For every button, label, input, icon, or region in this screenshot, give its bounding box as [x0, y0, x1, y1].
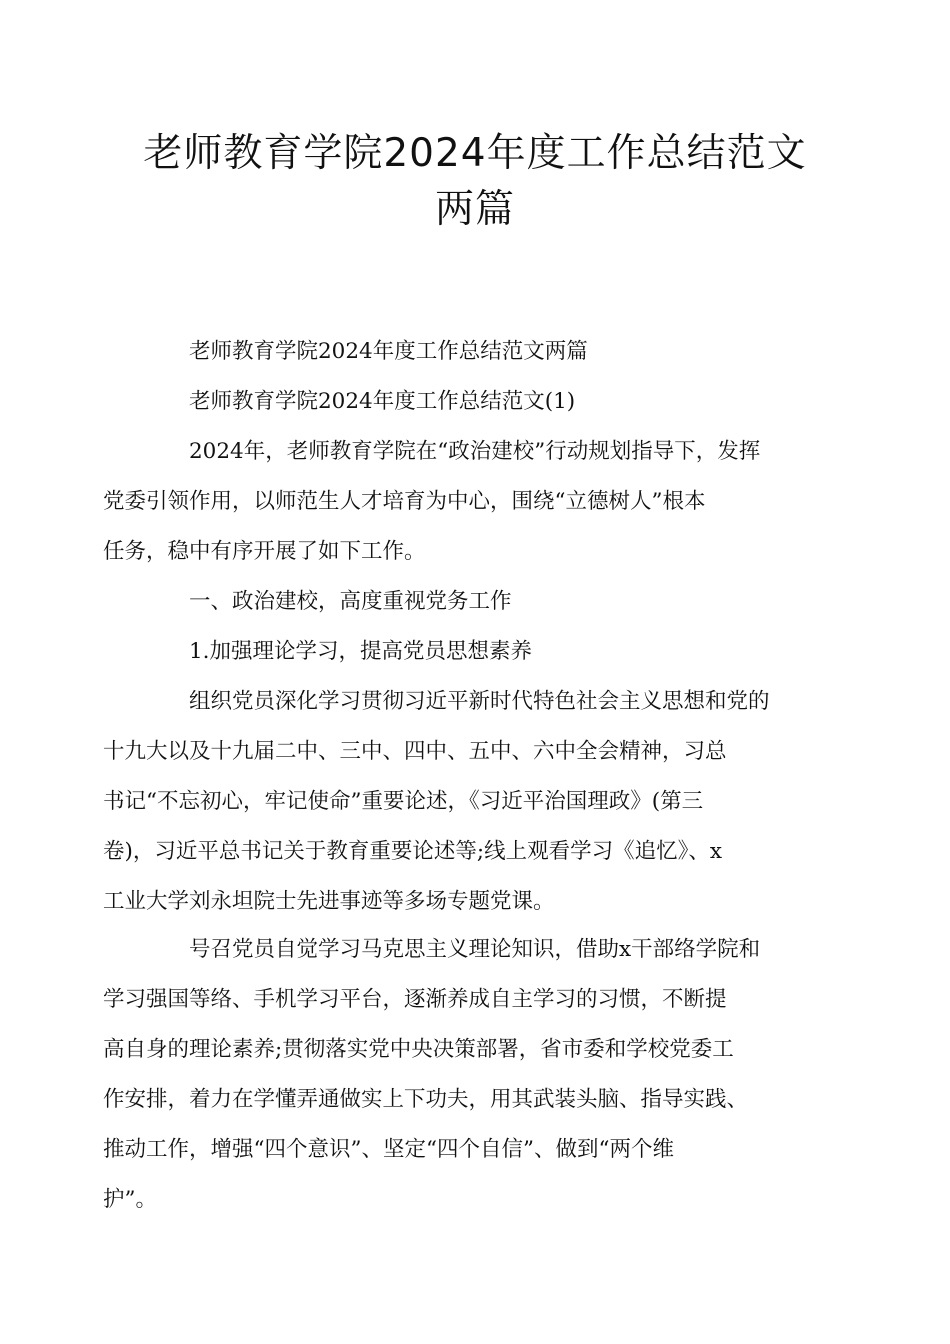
text-line: 护”。: [103, 1187, 157, 1212]
title-line-2: 两篇: [434, 187, 515, 232]
text-line: 书记“不忘初心，牢记使命”重要论述，《习近平治国理政》(第三: [103, 789, 704, 814]
intro-paragraph: [103, 427, 826, 577]
text-line: 组织党员深化学习贯彻习近平新时代特色社会主义思想和党的: [189, 689, 770, 714]
text-line: 1.加强理论学习，提高党员思想素养: [189, 639, 533, 664]
heading-main-paragraph: [146, 327, 826, 377]
text-line: 2024年，老师教育学院在“政治建校”行动规划指导下，发挥: [189, 439, 761, 464]
section-heading-1: [146, 577, 826, 627]
text-line: 老师教育学院2024年度工作总结范文(1): [189, 389, 576, 414]
document-title: [100, 126, 850, 238]
text-line: 工业大学刘永坦院士先进事迹等多场专题党课。: [103, 889, 555, 914]
text-line: 十九大以及十九届二中、三中、四中、五中、六中全会精神，习总: [103, 739, 727, 764]
body-paragraph-1: [103, 677, 826, 927]
text-line: 任务，稳中有序开展了如下工作。: [103, 539, 426, 564]
text-line: 推动工作，增强“四个意识”、坚定“四个自信”、做到“两个维: [103, 1137, 674, 1162]
text-line: 学习强国等络、手机学习平台，逐渐养成自主学习的习惯，不断提: [103, 987, 727, 1012]
text-line: 卷)，习近平总书记关于教育重要论述等;线上观看学习《追忆》、x: [103, 839, 723, 864]
text-line: 高自身的理论素养;贯彻落实党中央决策部署，省市委和学校党委工: [103, 1037, 734, 1062]
text-line: 一、政治建校，高度重视党务工作: [189, 589, 512, 614]
text-line: 老师教育学院2024年度工作总结范文两篇: [189, 339, 588, 364]
body-paragraph-2: [103, 925, 826, 1225]
title-line-1: 老师教育学院2024年度工作总结范文: [143, 131, 807, 176]
subsection-heading-1: [146, 627, 826, 677]
text-line: 号召党员自觉学习马克思主义理论知识，借助x干部络学院和: [189, 937, 761, 962]
text-line: 党委引领作用，以师范生人才培育为中心，围绕“立德树人”根本: [103, 489, 706, 514]
heading-sub-paragraph: [146, 377, 826, 427]
text-line: 作安排，着力在学懂弄通做实上下功夫，用其武装头脑、指导实践、: [103, 1087, 749, 1112]
